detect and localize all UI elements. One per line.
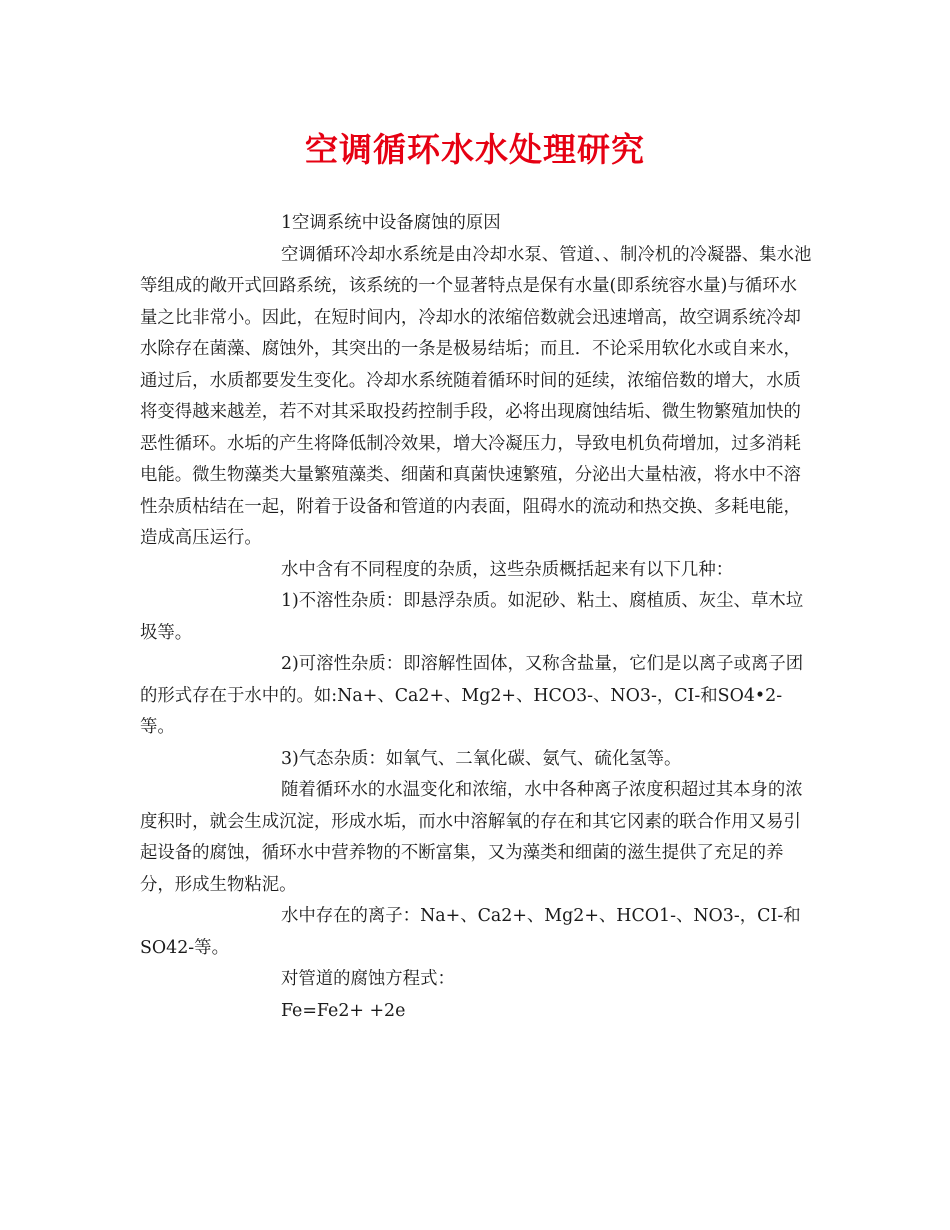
paragraph-impurities: 水中含有不同程度的杂质，这些杂质概括起来有以下几种： [280, 559, 734, 580]
section-heading: 1空调系统中设备腐蚀的原因 [280, 213, 501, 233]
paragraph-intro: 空调循环冷却水系统是由冷却水泵、管道、、制冷机的冷凝器、集水池等组成的敞开式回路系统，该系统的一个显著特点是保有水量(即系统容水量)与循环水量之比非常小。因此，在短时间内，冷却水的浓缩倍数就会迅速增高，故空调系统冷却水除存在菌藻、腐蚀外，其突出的一条是极易结垢；而且．不论采用软化水或自来水，通过后，水质都要发生变化。冷却水系统随着循环时间的延续，浓缩倍数的增大，水质将变得越来越差，若不对其采取投药控制手段，必将出现腐蚀结垢、微生物繁殖加快的恶性循环。水垢的产生将降低制冷效果，增大冷凝压力，导致电机负荷增加，过多消耗电能。微生物藻类大量繁殖藻类、细菌和真菌快速繁殖，分泌出大量枯液，将水中不溶性杂质枯结在一起，附着于设备和管道的内表面，阻碍水的流动和热交换、多耗电能，造成高压运行。 [140, 244, 812, 548]
document-title: 空调循环水水处理研究 [305, 130, 645, 169]
equation: Fe=Fe2+ +2e [280, 1000, 406, 1021]
list-item-gaseous: 3)气态杂质：如氧气、二氧化碳、氨气、硫化氢等。 [280, 748, 682, 769]
paragraph-corrosion-label: 对管道的腐蚀方程式： [280, 969, 455, 989]
list-item-soluble: 2)可溶性杂质：即溶解性固体，又称含盐量，它们是以离子或离子团的形式存在于水中的。如:Na+、Ca2+、Mg2+、HCO3-、NO3-，CI-和SO4•2-等。 [140, 654, 804, 737]
paragraph-ions: 水中存在的离子：Na+、Ca2+、Mg2+、HCO1-、NO3-，CI-和SO42-等。 [140, 906, 801, 958]
paragraph-scaling: 随着循环水的水温变化和浓缩，水中各种离子浓度积超过其本身的浓度积时，就会生成沉淀，形成水垢，而水中溶解氧的存在和其它冈素的联合作用又易引起设备的腐蚀，循环水中营养物的不断富集，又为藻类和细菌的滋生提供了充足的养分，形成生物粘泥。 [140, 780, 803, 895]
document-body [140, 208, 812, 1027]
list-item-insoluble: 1)不溶性杂质：即悬浮杂质。如泥砂、粘土、腐植质、灰尘、草木垃圾等。 [140, 591, 804, 643]
